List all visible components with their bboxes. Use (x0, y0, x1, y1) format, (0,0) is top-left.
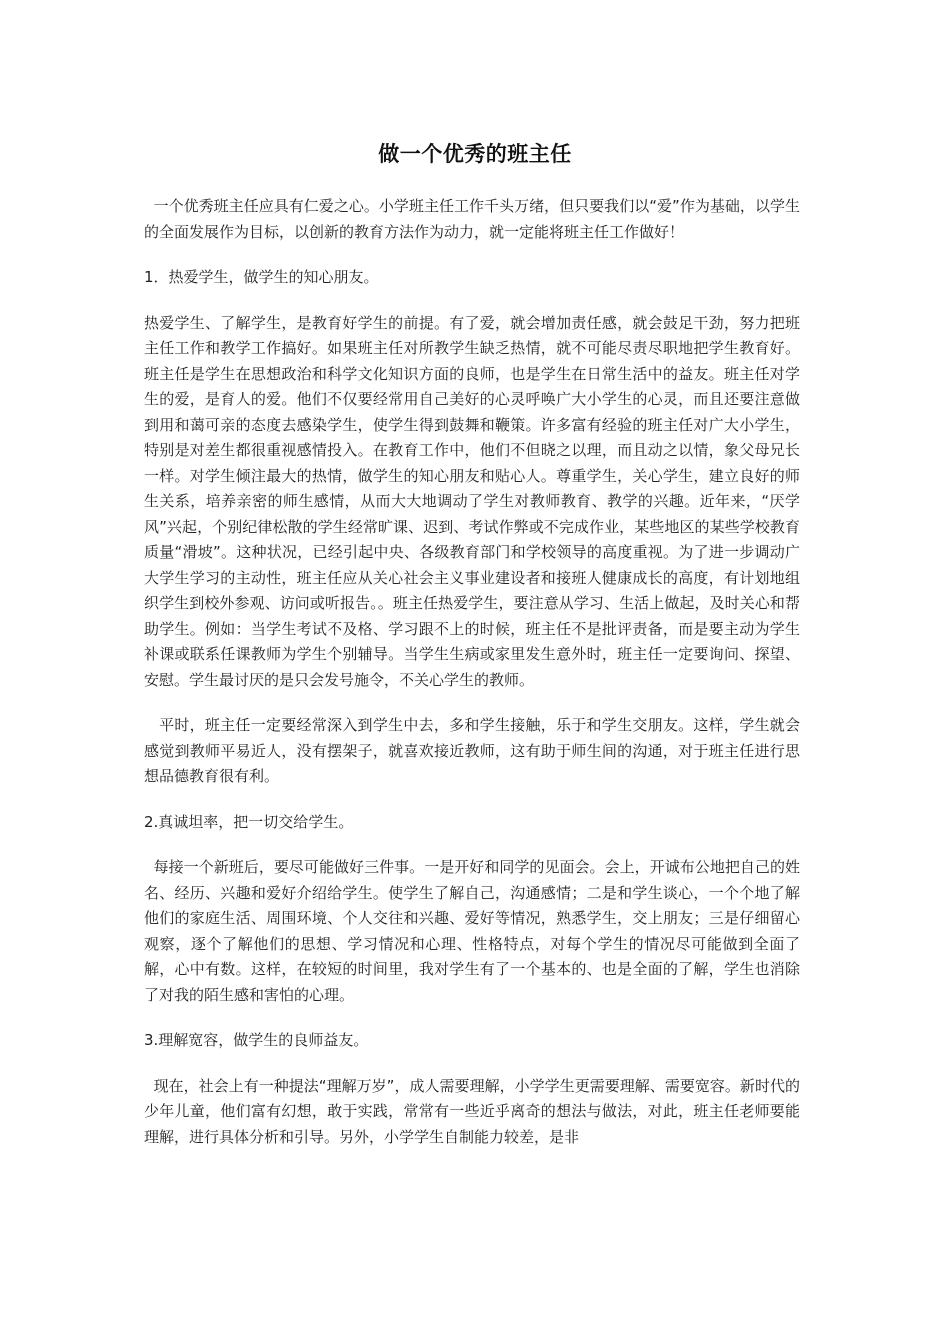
section-2-heading: 2.真诚坦率，把一切交给学生。 (144, 812, 354, 831)
section-1-paragraph-1: 热爱学生、了解学生，是教育好学生的前提。有了爱，就会增加责任感，就会鼓足干劲，努力把班主任工作和教学工作搞好。如果班主任对所教学生缺乏热情，就不可能尽责尽职地把学生教育好。班主任是学生在思想政治和科学文化知识方面的良师，也是学生在日常生活中的益友。班主任对学生的爱，是育人的爱。他们不仅要经常用自己美好的心灵呼唤广大小学生的心灵，而且还要注意做到用和蔼可亲的态度去感染学生，使学生得到鼓舞和鞭策。许多富有经验的班主任对广大小学生，特别是对差生都很重视感情投入。在教育工作中，他们不但晓之以理，而且动之以情，象父母兄长一样。对学生倾注最大的热情，做学生的知心朋友和贴心人。尊重学生，关心学生，建立良好的师生关系，培养亲密的师生感情，从而大大地调动了学生对教师教育、教学的兴趣。近年来，“厌学风”兴起，个别纪律松散的学生经常旷课、迟到、考试作弊或不完成作业，某些地区的某些学校教育质量“滑坡”。这种状况，已经引起中央、各级教育部门和学校领导的高度重视。为了进一步调动广大学生学习的主动性，班主任应从关心社会主义事业建设者和接班人健康成长的高度，有计划地组织学生到校外参观、访问或听报告。。班主任热爱学生，要注意从学习、生活上做起，及时关心和帮助学生。例如：当学生考试不及格、学习跟不上的时候，班主任不是批评责备，而是要主动为学生补课或联系任课教师为学生个别辅导。当学生生病或家里发生意外时，班主任一定要询问、探望、安慰。学生最讨厌的是只会发号施令，不关心学生的教师。 (144, 313, 800, 689)
section-2-paragraph-1: 每接一个新班后，要尽可能做好三件事。一是开好和同学的见面会。会上，开诚布公地把自己的姓名、经历、兴趣和爱好介绍给学生。使学生了解自己，沟通感情；二是和学生谈心，一个个地了解他们的家庭生活、周围环境、个人交往和兴趣、爱好等情况，熟悉学生，交上朋友；三是仔细留心观察，逐个了解他们的思想、学习情况和心理、性格特点，对每个学生的情况尽可能做到全面了解，心中有数。这样，在较短的时间里，我对学生有了一个基本的、也是全面的了解，学生也消除了对我的陌生感和害怕的心理。 (144, 858, 800, 1004)
section-1-heading: 1．热爱学生，做学生的知心朋友。 (144, 268, 379, 286)
section-3-heading: 3.理解宽容，做学生的良师益友。 (144, 1031, 369, 1049)
document-body (144, 194, 800, 1170)
section-1-paragraph-2: 平时，班主任一定要经常深入到学生中去，多和学生接触，乐于和学生交朋友。这样，学生就会感觉到教师平易近人，没有摆架子，就喜欢接近教师，这有助于师生间的沟通，对于班主任进行思想品德教育很有利。 (144, 716, 800, 785)
intro-paragraph: 一个优秀班主任应具有仁爱之心。小学班主任工作千头万绪，但只要我们以“爱”作为基础，以学生的全面发展作为目标，以创新的教育方法作为动力，就一定能将班主任工作做好！ (144, 197, 800, 241)
document-title: 做一个优秀的班主任 (378, 142, 572, 166)
section-3-paragraph-1: 现在，社会上有一种提法“理解万岁”，成人需要理解，小学学生更需要理解、需要宽容。新时代的少年儿童，他们富有幻想，敢于实践，常常有一些近乎离奇的想法与做法，对此，班主任老师要能理解，进行具体分析和引导。另外，小学学生自制能力较差，是非 (144, 1076, 800, 1146)
